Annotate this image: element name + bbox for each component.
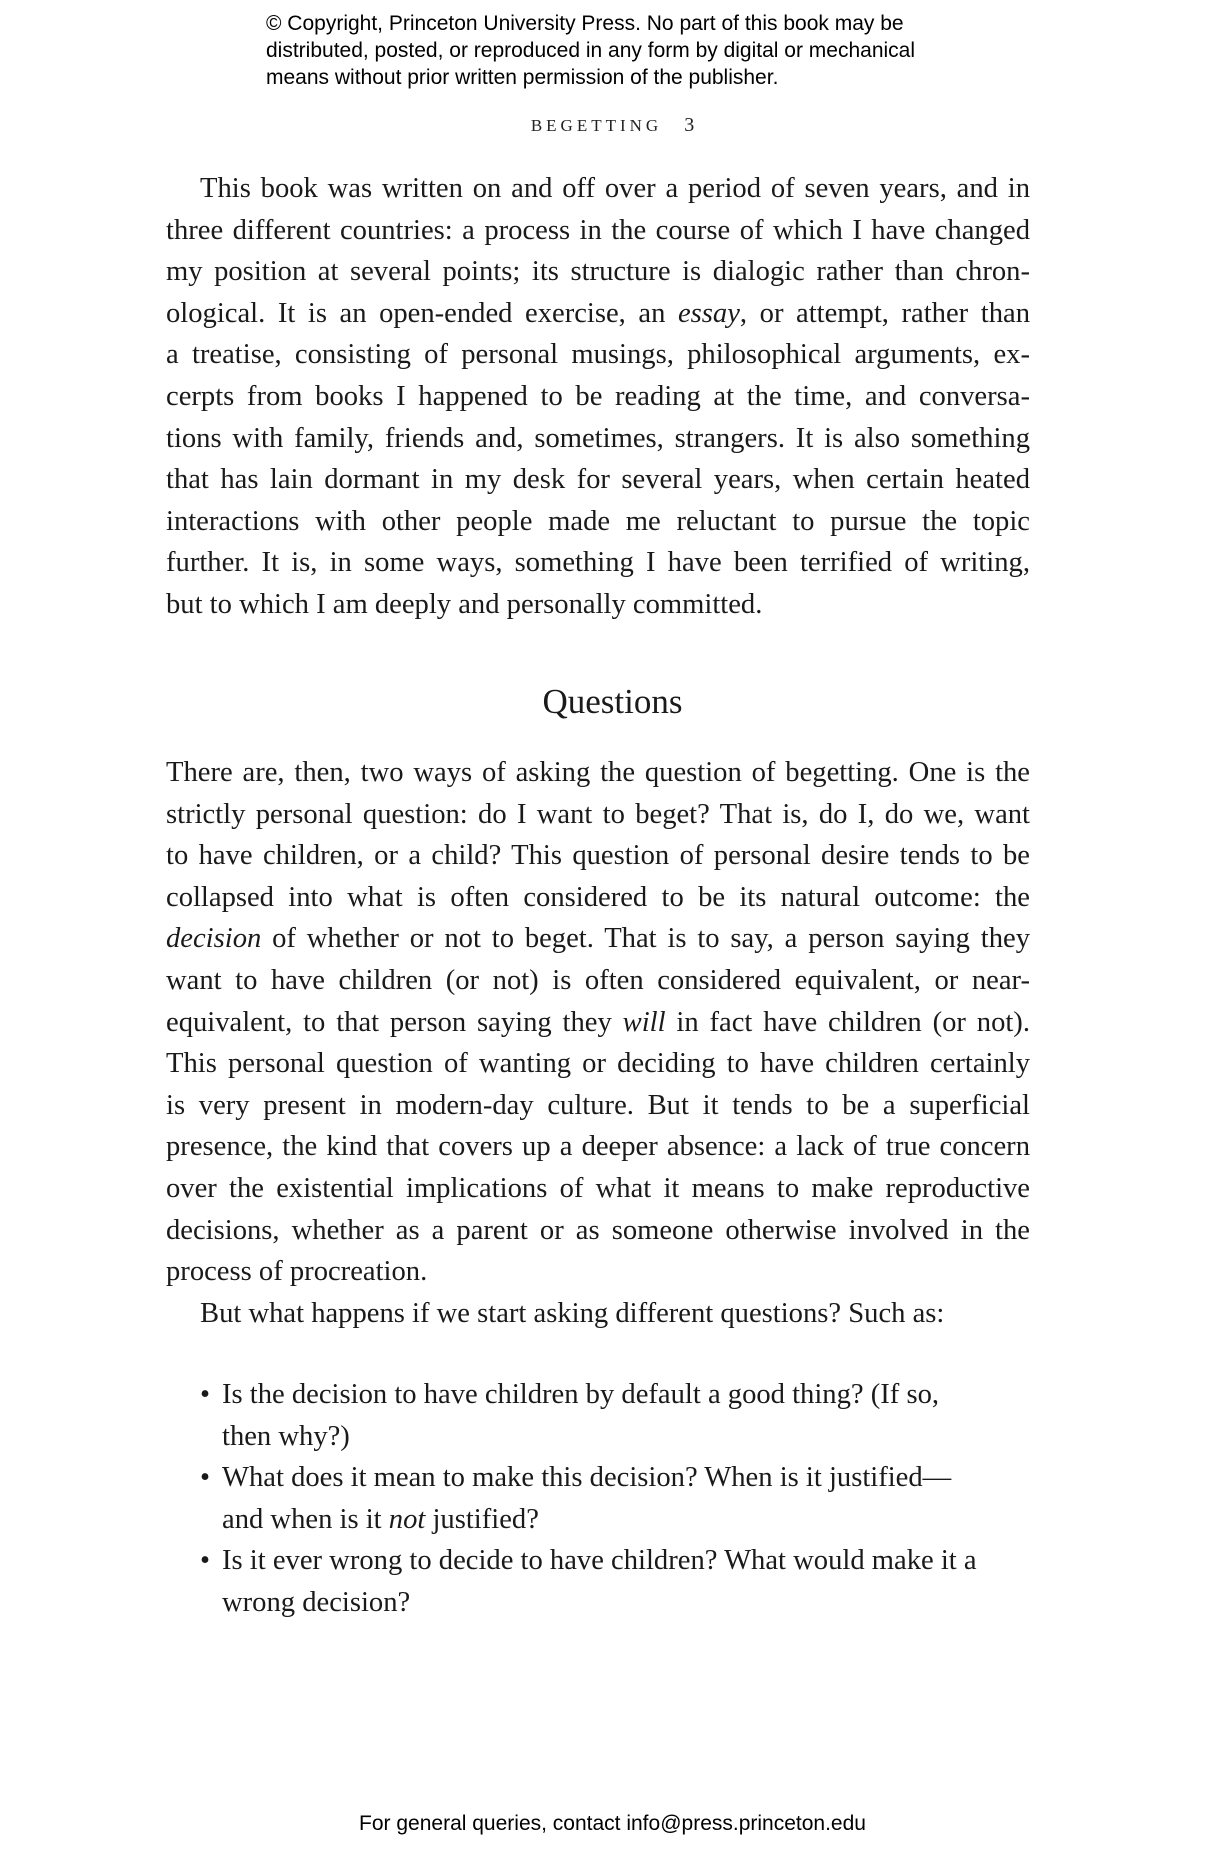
copyright-line: distributed, posted, or reproduced in any form by digital or mechanical (266, 39, 916, 62)
list-item (200, 1540, 1030, 1623)
list-item-line: What does it mean to make this decision? When is it justified— (222, 1462, 952, 1494)
text-line: three different countries: a process in the course of which I have changed (166, 214, 1030, 246)
text-line: This book was written on and off over a period of seven years, and in (200, 173, 1030, 204)
text-line: decision of whether or not to beget. That is to say, a person saying they (166, 923, 1030, 955)
list-item-line: wrong decision? (222, 1586, 411, 1618)
list-item (200, 1374, 1030, 1457)
text-line: that has lain dormant in my desk for several years, when certain heated (166, 464, 1030, 496)
text-line: a treatise, consisting of personal musings, philosophical arguments, ex- (166, 339, 1030, 371)
list-item (200, 1457, 1030, 1540)
text-line: decisions, whether as a parent or as someone otherwise involved in the (166, 1214, 1030, 1246)
list-item-line: Is the decision to have children by default a good thing? (If so, (222, 1379, 940, 1410)
copyright-line: means without prior written permission of the publisher. (266, 66, 779, 89)
paragraph-intro (166, 168, 1030, 626)
section-heading: Questions (542, 682, 683, 721)
text-line: equivalent, to that person saying they will in fact have children (or not). (166, 1006, 1030, 1038)
text-line: want to have children (or not) is often considered equivalent, or near- (166, 964, 1030, 996)
text-line: is very present in modern-day culture. But it tends to be a superficial (166, 1089, 1030, 1121)
text-line: my position at several points; its structure is dialogic rather than chron- (166, 256, 1030, 288)
footer-contact: For general queries, contact info@press.princeton.edu (359, 1812, 866, 1835)
bullet-icon: • (200, 1545, 211, 1577)
running-head (0, 114, 1225, 137)
text-line: presence, the kind that covers up a deeper absence: a lack of true concern (166, 1131, 1030, 1163)
running-head-title: BEGETTING (530, 116, 663, 135)
list-item-line: Is it ever wrong to decide to have children? What would make it a (222, 1545, 977, 1577)
text-line: collapsed into what is often considered to be its natural outcome: the (166, 881, 1030, 913)
text-line: process of procreation. (166, 1256, 428, 1288)
page-number: 3 (684, 114, 695, 136)
copyright-line: © Copyright, Princeton University Press. No part of this book may be (266, 12, 904, 35)
text-line: cerpts from books I happened to be reading at the time, and conversa- (166, 380, 1030, 412)
paragraph-questions (166, 752, 1030, 1334)
text-line: ological. It is an open-ended exercise, an essay, or attempt, rather than (166, 297, 1030, 329)
list-item-line: then why?) (222, 1420, 350, 1452)
question-list (200, 1374, 1030, 1624)
text-line: interactions with other people made me reluctant to pursue the topic (166, 505, 1030, 537)
list-item-line: and when is it not justified? (222, 1503, 539, 1535)
copyright-notice (266, 10, 986, 91)
bullet-icon: • (200, 1462, 211, 1494)
text-line: to have children, or a child? This question of personal desire tends to be (166, 840, 1030, 872)
text-line: further. It is, in some ways, something I have been terrified of writing, (166, 547, 1030, 579)
text-line: over the existential implications of what it means to make reproductive (166, 1172, 1030, 1204)
text-line: tions with family, friends and, sometimes, strangers. It is also something (166, 422, 1030, 454)
text-line: But what happens if we start asking different questions? Such as: (200, 1297, 945, 1329)
bullet-icon: • (200, 1379, 211, 1410)
text-line: This personal question of wanting or deciding to have children certainly (166, 1048, 1030, 1080)
text-line: There are, then, two ways of asking the question of begetting. One is the (166, 757, 1030, 788)
text-line: strictly personal question: do I want to beget? That is, do I, do we, want (166, 798, 1030, 830)
text-line: but to which I am deeply and personally committed. (166, 588, 763, 620)
